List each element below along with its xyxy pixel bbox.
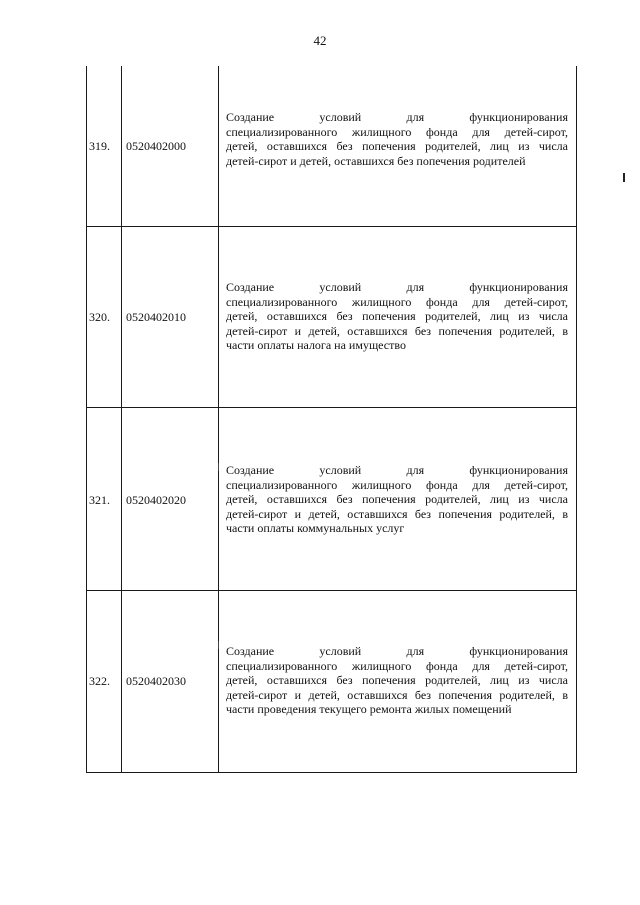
description-line: специализированного жилищного фонда для детей-сирот,: [226, 658, 568, 673]
row-code: 0520402030: [126, 674, 186, 688]
table-row: [86, 227, 577, 407]
row-number: 322.: [89, 674, 110, 688]
description-line: Создание условий для функционирования: [226, 110, 568, 124]
description-line: части оплаты налога на имущество: [226, 338, 406, 352]
row-code: 0520402020: [126, 493, 186, 507]
description-line: специализированного жилищного фонда для детей-сирот,: [226, 294, 568, 309]
description-line: детей-сирот и детей, оставшихся без попечения родителей, в: [226, 506, 568, 521]
table-row: [86, 591, 577, 772]
description-line: детей-сирот и детей, оставшихся без попечения родителей, в: [226, 323, 568, 338]
row-number: 320.: [89, 310, 110, 324]
table-row: [86, 408, 577, 590]
description-line: части проведения текущего ремонта жилых помещений: [226, 702, 512, 716]
scan-margin-mark: [623, 173, 625, 182]
scan-artifact-mark: [218, 641, 219, 649]
table-row: [86, 66, 577, 226]
description-line: специализированного жилищного фонда для детей-сирот,: [226, 124, 568, 139]
description-line: специализированного жилищного фонда для детей-сирот,: [226, 477, 568, 492]
row-number: 319.: [89, 139, 110, 153]
scan-artifact-mark: [218, 463, 219, 471]
description-line: Создание условий для функционирования: [226, 280, 568, 294]
budget-classification-table: [86, 66, 577, 773]
row-number: 321.: [89, 493, 110, 507]
description-line: детей, оставшихся без попечения родителей, лиц из числа: [226, 492, 568, 506]
row-description: [226, 280, 568, 353]
row-code: 0520402010: [126, 310, 186, 324]
table-bottom-border: [86, 772, 577, 773]
row-description: [226, 644, 568, 717]
description-line: Создание условий для функционирования: [226, 463, 568, 477]
description-line: части оплаты коммунальных услуг: [226, 521, 405, 535]
description-line: Создание условий для функционирования: [226, 644, 568, 658]
description-line: детей, оставшихся без попечения родителей, лиц из числа: [226, 673, 568, 687]
row-code: 0520402000: [126, 139, 186, 153]
row-description: [226, 463, 568, 536]
row-description: [226, 110, 568, 168]
description-line: детей-сирот и детей, оставшихся без попечения родителей, в: [226, 687, 568, 702]
description-line: детей-сирот и детей, оставшихся без попечения родителей: [226, 153, 526, 168]
description-line: детей, оставшихся без попечения родителей, лиц из числа: [226, 309, 568, 323]
page-number: 42: [313, 33, 327, 48]
description-line: детей, оставшихся без попечения родителей, лиц из числа: [226, 139, 568, 153]
